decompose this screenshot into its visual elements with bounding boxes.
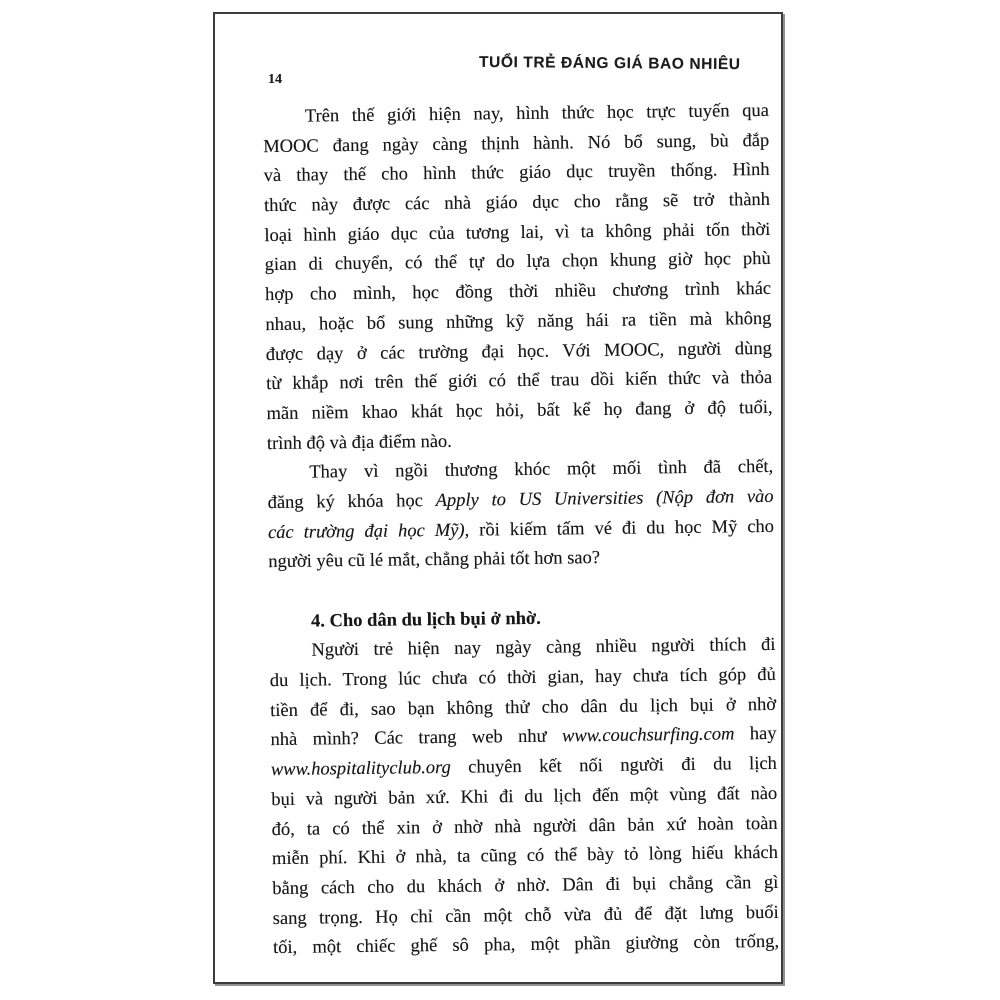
text-line: [273, 928, 779, 964]
page-frame: [213, 12, 783, 984]
body-text: chuyên kết nối người đi du lịch: [450, 754, 777, 778]
body-text: bụi và người bản xứ. Khi đi du lịch đến một vùng đất nào: [271, 783, 778, 810]
body-text: rồi kiếm tấm vé đi du học Mỹ cho: [469, 516, 775, 541]
body-text: trình độ và địa điểm nào.: [266, 431, 452, 454]
body-text: thức này được các nhà giáo dục cho rằng sẽ trở thành: [263, 189, 771, 217]
section-heading: 4. Cho dân du lịch bụi ở nhờ.: [310, 608, 541, 632]
body-text: loại hình giáo dục của tương lai, vì ta không phải tốn thời: [264, 219, 771, 246]
body-text: được dạy ở các trường đại học. Với MOOC, người dùng: [265, 338, 772, 365]
body-text: miễn phí. Khi ở nhà, ta cũng có thể bày tỏ lòng hiếu khách: [271, 843, 779, 870]
body-text: Thay vì ngồi thương khóc một mối tình đã chết,: [309, 457, 774, 483]
body-text: MOOC đang ngày càng thịnh hành. Nó bổ sung, bù đắp: [263, 130, 770, 157]
body-text: người yêu cũ lé mắt, chẳng phải tốt hơn sao?: [268, 548, 601, 573]
page-number: 14: [268, 72, 282, 87]
body-text: đăng ký khóa học: [267, 490, 436, 514]
body-text: Người trẻ hiện nay ngày càng nhiều người thích đi: [311, 635, 776, 661]
body-text: tiền để đi, sao bạn không thử cho dân du lịch bụi ở nhờ: [270, 694, 777, 721]
body-text: Trên thế giới hiện nay, hình thức học trực tuyến qua: [304, 100, 770, 127]
italic-text: www.couchsurfing.com: [561, 724, 735, 747]
italic-text: các trường đại học Mỹ),: [267, 520, 470, 543]
italic-text: Apply to US Universities (Nộp đơn vào: [435, 486, 774, 511]
body-text: hay: [734, 724, 777, 745]
page-body: [263, 97, 779, 964]
body-text: sang trọng. Họ chỉ cần một chỗ vừa đủ để đặt lưng buổi: [272, 902, 779, 929]
body-text: từ khắp nơi trên thế giới có thể trau dồi kiến thức và thỏa: [266, 368, 773, 395]
italic-text: www.hospitalityclub.org: [270, 758, 451, 781]
body-text: mãn niềm khao khát học hỏi, bất kể họ đang ở độ tuổi,: [266, 397, 773, 424]
text-line: [266, 394, 772, 430]
body-text: đó, ta có thể xin ở nhờ nhà người dân bản xứ hoàn toàn: [271, 813, 778, 840]
body-text: bằng cách cho du khách ở nhờ. Dân đi bụi chẳng cần gì: [272, 872, 779, 899]
body-text: du lịch. Trong lúc chưa có thời gian, hay chưa tích góp đủ: [269, 664, 776, 692]
body-text: tối, một chiếc ghế sô pha, một phần giường còn trống,: [272, 932, 780, 959]
body-text: nhà mình? Các trang web như: [270, 726, 563, 751]
body-text: nhau, hoặc bổ sung những kỹ năng hái ra tiền mà không: [265, 308, 772, 335]
running-header: TUỔI TRẺ ĐÁNG GIÁ BAO NHIÊU: [479, 53, 742, 74]
body-text: và thay thế cho hình thức giáo dục truyền thống. Hình: [263, 160, 770, 187]
body-text: gian di chuyển, có thể tự do lựa chọn khung giờ học phù: [264, 249, 771, 276]
body-text: hợp cho mình, học đồng thời nhiều chương trình khác: [264, 279, 772, 306]
